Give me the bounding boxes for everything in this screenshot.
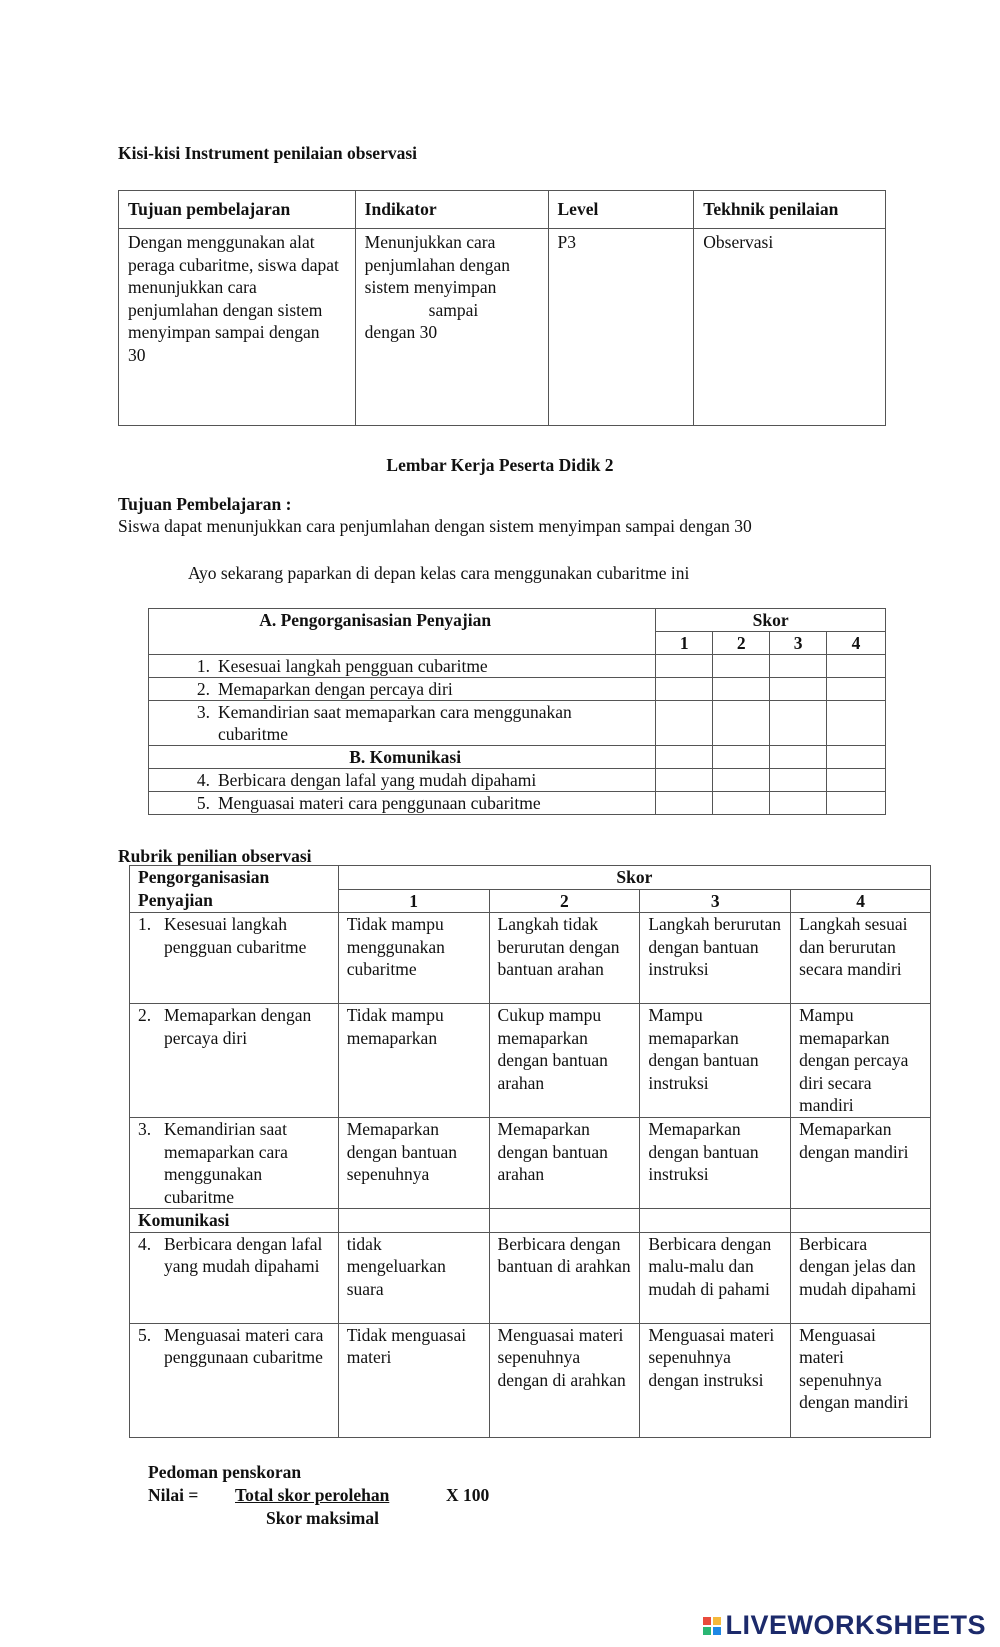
score-cell[interactable] [713,792,770,815]
rubrik-score-4: 4 [791,889,931,913]
pedoman-title: Pedoman penskoran [148,1462,302,1482]
cell-indikator [355,229,548,426]
instruction-text: Ayo sekarang paparkan di depan kelas cara menggunakan cubaritme ini [188,563,690,583]
score-cell[interactable] [827,792,886,815]
rubrik-cell: Memaparkan dengan bantuan instruksi [640,1118,791,1209]
criterion-number: 2. [138,1005,152,1025]
rubrik-score-1: 1 [338,889,489,913]
score-cell[interactable] [656,678,713,701]
score-cell[interactable] [770,701,827,746]
rubrik-cell: Menguasai materi sepenuhnya dengan instruksi [640,1323,791,1437]
rubrik-cell: Langkah sesuai dan berurutan secara mandiri [791,913,931,1004]
tujuan-label: Tujuan Pembelajaran : [118,494,292,514]
item-number: 1. [196,656,210,676]
rubrik-table [129,865,931,1438]
formula-denominator: Skor maksimal [266,1508,379,1528]
score-cell[interactable] [713,701,770,746]
item-text: Kesesuai langkah pengguan cubaritme [218,656,488,676]
rubrik-cell: Tidak mampu menggunakan cubaritme [338,913,489,1004]
rubrik-cell: Langkah tidak berurutan dengan bantuan arahan [489,913,640,1004]
item-number: 3. [196,702,210,722]
criterion-text: Berbicara dengan lafal yang mudah dipahami [164,1233,323,1276]
rubrik-criterion [130,1323,339,1437]
lkpd-score-table [148,608,886,815]
rubrik-cell: Mampu memaparkan dengan percaya diri secara mandiri [791,1004,931,1118]
rubrik-criterion [130,1004,339,1118]
cell-level: P3 [548,229,694,426]
score-cell[interactable] [656,655,713,678]
criterion-number: 3. [138,1119,152,1139]
item-number: 2. [196,679,210,699]
rubrik-cell: Berbicara dengan malu-malu dan mudah di pahami [640,1232,791,1323]
komunikasi-label: Komunikasi [130,1209,339,1233]
score-cell[interactable] [656,701,713,746]
header-level: Level [548,191,694,229]
page-heading: Kisi-kisi Instrument penilaian observasi [118,143,418,163]
score-cell[interactable] [713,655,770,678]
score-cell[interactable] [656,769,713,792]
score-cell[interactable] [770,792,827,815]
criterion-number: 5. [138,1324,152,1345]
rubrik-cell: Menguasai materi sepenuhnya dengan mandiri [791,1323,931,1437]
rubrik-criterion [130,1118,339,1209]
liveworksheets-logo [703,1610,986,1641]
item-row [149,701,656,746]
skor-header: Skor [656,609,886,632]
score-cell[interactable] [713,678,770,701]
item-text: Berbicara dengan lafal yang mudah dipahami [218,770,537,790]
indikator-line: sampai [428,299,479,320]
rubrik-criterion [130,913,339,1004]
rubrik-cell: Tidak mampu memaparkan [338,1004,489,1118]
criterion-text: Kemandirian saat memaparkan cara menggunakan cubaritme [164,1119,288,1207]
kisi-kisi-table [118,190,886,426]
formula-numerator: Total skor perolehan [235,1485,390,1505]
logo-text: LIVEWORKSHEETS [725,1610,986,1640]
score-cell[interactable] [827,678,886,701]
rubrik-cell: Langkah berurutan dengan bantuan instruksi [640,913,791,1004]
item-row [149,655,656,678]
indikator-line: penjumlahan dengan [364,254,510,275]
score-cell[interactable] [656,792,713,815]
score-col-3: 3 [770,632,827,655]
rubrik-cell: Cukup mampu memaparkan dengan bantuan arahan [489,1004,640,1118]
lkpd-title: Lembar Kerja Peserta Didik 2 [386,455,614,475]
rubrik-score-2: 2 [489,889,640,913]
header-teknik: Tekhnik penilaian [694,191,886,229]
indikator-line: sistem menyimpan [364,277,497,297]
indikator-line: Menunjukkan cara [364,232,496,252]
rubrik-col1-header: Pengorganisasian Penyajian [130,866,339,913]
score-cell[interactable] [713,769,770,792]
score-col-2: 2 [713,632,770,655]
criterion-text: Menguasai materi cara penggunaan cubaritme [164,1324,324,1367]
rubrik-title: Rubrik penilian observasi [118,846,312,866]
item-row [149,792,656,815]
header-indikator: Indikator [355,191,548,229]
tujuan-text: Siswa dapat menunjukkan cara penjumlahan dengan sistem menyimpan sampai dengan 30 [118,516,752,536]
cell-tujuan: Dengan menggunakan alat peraga cubaritme, siswa dapat menunjukkan cara penjumlahan dengan sistem menyimpan sampai dengan 30 [119,229,356,426]
score-cell[interactable] [827,701,886,746]
nilai-label: Nilai = [148,1485,199,1505]
score-cell[interactable] [827,655,886,678]
rubrik-cell: tidak mengeluarkan suara [338,1232,489,1323]
item-text: Memaparkan dengan percaya diri [218,679,453,699]
rubrik-cell: Memaparkan dengan bantuan arahan [489,1118,640,1209]
item-row [149,678,656,701]
formula-multiplier: X 100 [446,1485,490,1505]
criterion-number: 4. [138,1233,152,1254]
score-col-1: 1 [656,632,713,655]
criterion-text: Memaparkan dengan percaya diri [164,1005,312,1048]
score-cell[interactable] [770,769,827,792]
score-cell[interactable] [827,769,886,792]
criterion-number: 1. [138,914,152,934]
item-text: Kemandirian saat memaparkan cara menggunakan cubaritme [218,702,572,744]
rubrik-cell: Tidak menguasai materi [338,1323,489,1437]
section-a-header: A. Pengorganisasian Penyajian [149,609,656,655]
score-cell[interactable] [770,678,827,701]
rubrik-cell: Memaparkan dengan bantuan sepenuhnya [338,1118,489,1209]
section-b-header: B. Komunikasi [149,746,656,769]
header-tujuan: Tujuan pembelajaran [119,191,356,229]
rubrik-score-3: 3 [640,889,791,913]
indikator-line: dengan 30 [364,322,438,342]
item-number: 5. [196,793,210,813]
score-col-4: 4 [827,632,886,655]
rubrik-cell: Memaparkan dengan mandiri [791,1118,931,1209]
rubrik-cell: Berbicara dengan jelas dan mudah dipahami [791,1232,931,1323]
cell-teknik: Observasi [694,229,886,426]
rubrik-cell: Berbicara dengan bantuan di arahkan [489,1232,640,1323]
rubrik-cell: Menguasai materi sepenuhnya dengan di arahkan [489,1323,640,1437]
rubrik-skor-header: Skor [338,866,930,890]
rubrik-cell: Mampu memaparkan dengan bantuan instruksi [640,1004,791,1118]
logo-mark-icon [703,1617,721,1635]
criterion-text: Kesesuai langkah pengguan cubaritme [164,914,307,957]
item-text: Menguasai materi cara penggunaan cubaritme [218,793,541,813]
item-number: 4. [196,770,210,790]
item-row [149,769,656,792]
score-cell[interactable] [770,655,827,678]
rubrik-criterion [130,1232,339,1323]
